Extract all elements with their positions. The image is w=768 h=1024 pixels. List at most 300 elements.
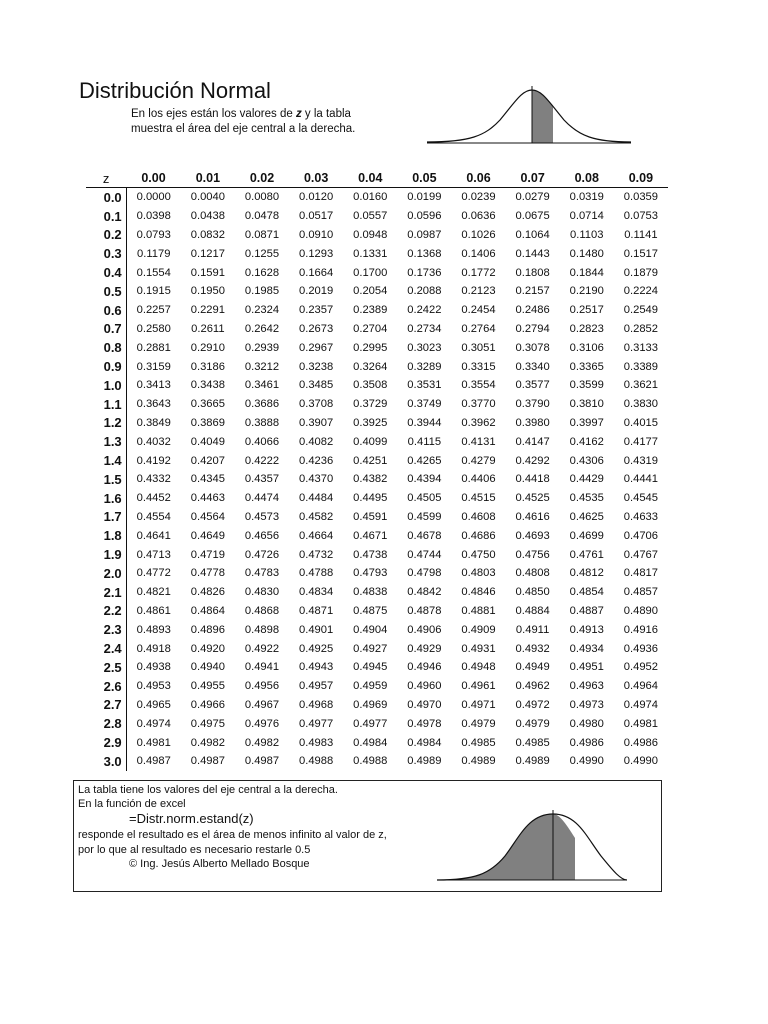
table-cell: 0.4582: [299, 510, 334, 523]
table-cell: 0.4970: [407, 698, 442, 711]
z-value-cell: 2.3: [86, 620, 126, 639]
table-cell: 0.2764: [461, 322, 496, 335]
table-cell: 0.0438: [190, 210, 225, 223]
table-row: [86, 395, 668, 414]
table-cell: 0.3770: [461, 398, 496, 411]
table-cell: 0.4976: [244, 717, 280, 730]
table-cell: 0.4977: [299, 717, 334, 730]
table-row: [86, 320, 668, 339]
column-header: 0.02: [235, 169, 289, 188]
table-cell: 0.3925: [353, 416, 388, 429]
table-cell: 0.4890: [623, 604, 658, 617]
table-cell: 0.4857: [623, 586, 658, 599]
table-cell: 0.4931: [461, 642, 496, 655]
table-row: [86, 226, 668, 245]
table-cell: 0.4834: [299, 586, 334, 599]
z-value-cell: 2.4: [86, 639, 126, 658]
table-cell: 0.4861: [136, 604, 171, 617]
table-cell: 0.2549: [623, 304, 658, 317]
table-cell: 0.4744: [407, 548, 442, 561]
table-cell: 0.4515: [461, 492, 496, 505]
z-value-cell: 1.6: [86, 489, 126, 508]
z-value-cell: 0.4: [86, 263, 126, 282]
table-cell: 0.4162: [569, 435, 604, 448]
table-cell: 0.4826: [190, 586, 225, 599]
table-row: [86, 263, 668, 282]
table-cell: 0.4968: [299, 698, 334, 711]
table-cell: 0.1517: [623, 247, 658, 260]
table-cell: 0.2734: [407, 322, 442, 335]
table-cell: 0.4906: [407, 623, 442, 636]
table-cell: 0.4964: [623, 680, 658, 693]
table-row: [86, 696, 668, 715]
table-cell: 0.0199: [407, 191, 442, 204]
z-value-cell: 0.1: [86, 207, 126, 226]
table-cell: 0.3997: [569, 416, 604, 429]
table-cell: 0.4474: [244, 492, 280, 505]
table-cell: 0.2967: [299, 341, 334, 354]
bell-curve-shaded-area: [532, 90, 553, 143]
table-cell: 0.1368: [407, 247, 442, 260]
table-cell: 0.3438: [190, 379, 225, 392]
z-value-cell: 1.1: [86, 395, 126, 414]
table-cell: 0.4761: [569, 548, 604, 561]
note-line: En la función de excel: [78, 798, 186, 810]
table-cell: 0.4726: [244, 548, 280, 561]
table-cell: 0.4641: [136, 529, 171, 542]
z-column-header: z: [86, 169, 126, 188]
table-cell: 0.3729: [353, 398, 388, 411]
table-cell: 0.4971: [461, 698, 496, 711]
table-cell: 0.0557: [353, 210, 388, 223]
table-cell: 0.4756: [515, 548, 550, 561]
table-cell: 0.0080: [244, 191, 280, 204]
table-cell: 0.1217: [190, 247, 225, 260]
table-cell: 0.0948: [353, 228, 388, 241]
table-cell: 0.4591: [353, 510, 388, 523]
table-cell: 0.4975: [190, 717, 225, 730]
table-cell: 0.3051: [461, 341, 496, 354]
table-row: [86, 244, 668, 263]
table-cell: 0.3531: [407, 379, 442, 392]
table-cell: 0.4767: [623, 548, 658, 561]
table-cell: 0.3315: [461, 360, 496, 373]
table-cell: 0.1406: [461, 247, 496, 260]
table-cell: 0.4066: [244, 435, 280, 448]
column-header: 0.04: [343, 169, 397, 188]
subtitle-z-symbol: z: [295, 108, 302, 120]
table-cell: 0.4147: [515, 435, 550, 448]
table-cell: 0.4938: [136, 661, 171, 674]
table-cell: 0.4015: [623, 416, 658, 429]
table-cell: 0.4686: [461, 529, 496, 542]
table-cell: 0.2823: [569, 322, 604, 335]
z-value-cell: 1.2: [86, 414, 126, 433]
z-value-cell: 1.8: [86, 526, 126, 545]
table-cell: 0.4953: [136, 680, 171, 693]
table-cell: 0.4936: [623, 642, 658, 655]
table-row: [86, 658, 668, 677]
table-cell: 0.4904: [353, 623, 388, 636]
table-cell: 0.4783: [244, 567, 280, 580]
table-cell: 0.4131: [461, 435, 496, 448]
z-value-cell: 0.2: [86, 226, 126, 245]
z-value-cell: 2.9: [86, 733, 126, 752]
z-value-cell: 1.7: [86, 508, 126, 527]
table-cell: 0.4505: [407, 492, 442, 505]
table-cell: 0.4463: [190, 492, 225, 505]
table-cell: 0.4535: [569, 492, 604, 505]
table-cell: 0.1915: [136, 285, 171, 298]
table-cell: 0.4671: [353, 529, 388, 542]
table-cell: 0.4946: [407, 661, 442, 674]
table-cell: 0.1591: [190, 266, 225, 279]
table-cell: 0.2995: [353, 341, 388, 354]
table-row: [86, 207, 668, 226]
table-cell: 0.3554: [461, 379, 496, 392]
subtitle-text-a: En los ejes están los valores de: [131, 108, 296, 120]
table-cell: 0.4236: [299, 454, 334, 467]
table-cell: 0.4332: [136, 473, 171, 486]
table-cell: 0.0832: [190, 228, 225, 241]
table-cell: 0.4382: [353, 473, 388, 486]
table-cell: 0.4649: [190, 529, 225, 542]
table-cell: 0.4967: [244, 698, 280, 711]
table-cell: 0.4951: [569, 661, 604, 674]
table-cell: 0.3365: [569, 360, 604, 373]
table-cell: 0.4441: [623, 473, 658, 486]
table-cell: 0.2357: [299, 304, 334, 317]
table-cell: 0.1844: [569, 266, 604, 279]
table-cell: 0.1808: [515, 266, 550, 279]
table-cell: 0.4987: [244, 755, 280, 768]
z-value-cell: 0.9: [86, 357, 126, 376]
table-cell: 0.2642: [244, 322, 280, 335]
table-cell: 0.3962: [461, 416, 496, 429]
table-cell: 0.4988: [353, 755, 388, 768]
table-cell: 0.4693: [515, 529, 550, 542]
table-cell: 0.4909: [461, 623, 496, 636]
table-cell: 0.4554: [136, 510, 171, 523]
table-cell: 0.4222: [244, 454, 280, 467]
table-cell: 0.2881: [136, 341, 171, 354]
table-cell: 0.1480: [569, 247, 604, 260]
table-cell: 0.4941: [244, 661, 280, 674]
table-cell: 0.4911: [515, 623, 550, 636]
table-cell: 0.4922: [244, 642, 280, 655]
table-cell: 0.4798: [407, 567, 442, 580]
table-cell: 0.4986: [623, 736, 658, 749]
table-cell: 0.4772: [136, 567, 171, 580]
table-cell: 0.3577: [515, 379, 550, 392]
table-cell: 0.1141: [624, 228, 658, 241]
page-subtitle: [131, 107, 431, 137]
table-cell: 0.4049: [190, 435, 225, 448]
table-cell: 0.2257: [136, 304, 171, 317]
z-value-cell: 1.4: [86, 451, 126, 470]
column-header: 0.05: [397, 169, 451, 188]
table-cell: 0.1255: [244, 247, 280, 260]
table-cell: 0.3849: [136, 416, 171, 429]
table-row: [86, 526, 668, 545]
table-cell: 0.4545: [623, 492, 658, 505]
table-cell: 0.0478: [244, 210, 280, 223]
table-row: [86, 564, 668, 583]
table-cell: 0.4713: [136, 548, 171, 561]
table-cell: 0.3869: [190, 416, 225, 429]
table-cell: 0.4989: [461, 755, 496, 768]
table-cell: 0.4959: [353, 680, 388, 693]
note-line: La tabla tiene los valores del eje central a la derecha.: [78, 784, 338, 796]
table-cell: 0.3078: [515, 341, 550, 354]
table-cell: 0.4032: [136, 435, 171, 448]
table-cell: 0.2580: [136, 322, 171, 335]
table-cell: 0.4265: [407, 454, 442, 467]
z-value-cell: 3.0: [86, 752, 126, 771]
table-cell: 0.4719: [190, 548, 225, 561]
table-cell: 0.1179: [137, 247, 171, 260]
table-cell: 0.4940: [190, 661, 225, 674]
z-value-cell: 2.0: [86, 564, 126, 583]
table-cell: 0.4429: [569, 473, 604, 486]
z-value-cell: 0.5: [86, 282, 126, 301]
table-cell: 0.4945: [353, 661, 388, 674]
table-cell: 0.0517: [299, 210, 334, 223]
table-cell: 0.1879: [623, 266, 658, 279]
copyright: © Ing. Jesús Alberto Mellado Bosque: [129, 858, 310, 870]
table-cell: 0.4989: [407, 755, 442, 768]
table-cell: 0.4982: [190, 736, 225, 749]
table-cell: 0.4965: [136, 698, 171, 711]
table-cell: 0.2704: [353, 322, 388, 335]
z-value-cell: 2.7: [86, 696, 126, 715]
table-cell: 0.4962: [515, 680, 550, 693]
table-cell: 0.4901: [299, 623, 334, 636]
table-cell: 0.3621: [623, 379, 658, 392]
table-cell: 0.4982: [244, 736, 280, 749]
z-value-cell: 2.1: [86, 583, 126, 602]
table-cell: 0.4319: [623, 454, 658, 467]
table-cell: 0.2422: [407, 304, 442, 317]
table-cell: 0.2910: [190, 341, 225, 354]
table-cell: 0.4974: [136, 717, 171, 730]
table-cell: 0.4929: [407, 642, 442, 655]
table-cell: 0.4960: [407, 680, 442, 693]
table-cell: 0.3106: [569, 341, 604, 354]
table-cell: 0.4192: [136, 454, 171, 467]
table-cell: 0.3508: [353, 379, 388, 392]
table-cell: 0.3749: [407, 398, 442, 411]
table-cell: 0.3186: [190, 360, 225, 373]
table-cell: 0.4916: [623, 623, 658, 636]
table-cell: 0.4854: [569, 586, 604, 599]
table-cell: 0.4738: [353, 548, 388, 561]
table-cell: 0.3708: [299, 398, 334, 411]
table-cell: 0.1664: [299, 266, 334, 279]
table-cell: 0.1103: [570, 228, 604, 241]
table-cell: 0.4981: [136, 736, 171, 749]
subtitle-text-b: y la tabla: [301, 108, 351, 120]
table-cell: 0.4778: [190, 567, 225, 580]
table-cell: 0.3810: [569, 398, 604, 411]
column-header: 0.09: [614, 169, 668, 188]
table-cell: 0.4980: [569, 717, 604, 730]
table-cell: 0.4986: [569, 736, 604, 749]
table-cell: 0.3461: [244, 379, 280, 392]
table-cell: 0.4979: [461, 717, 496, 730]
table-cell: 0.4099: [353, 435, 388, 448]
table-row: [86, 639, 668, 658]
table-cell: 0.4678: [407, 529, 442, 542]
table-cell: 0.3665: [190, 398, 225, 411]
header-row: [86, 169, 668, 188]
table-cell: 0.4988: [299, 755, 334, 768]
table-cell: 0.4927: [353, 642, 388, 655]
table-cell: 0.3830: [623, 398, 658, 411]
table-cell: 0.0359: [623, 191, 658, 204]
z-value-cell: 1.3: [86, 432, 126, 451]
table-cell: 0.3413: [136, 379, 171, 392]
table-cell: 0.2324: [244, 304, 280, 317]
table-cell: 0.2123: [461, 285, 496, 298]
table-cell: 0.1064: [515, 228, 550, 241]
z-value-cell: 1.5: [86, 470, 126, 489]
table-cell: 0.4306: [569, 454, 604, 467]
table-cell: 0.0987: [407, 228, 442, 241]
table-cell: 0.4932: [515, 642, 550, 655]
table-cell: 0.0319: [569, 191, 604, 204]
table-cell: 0.4750: [461, 548, 496, 561]
table-cell: 0.2291: [190, 304, 225, 317]
table-row: [86, 357, 668, 376]
table-cell: 0.4625: [569, 510, 604, 523]
table-cell: 0.4981: [623, 717, 658, 730]
table-cell: 0.4817: [623, 567, 658, 580]
table-cell: 0.4484: [299, 492, 334, 505]
table-cell: 0.4251: [353, 454, 388, 467]
table-cell: 0.4871: [299, 604, 334, 617]
table-cell: 0.3485: [299, 379, 334, 392]
table-cell: 0.4961: [461, 680, 496, 693]
table-cell: 0.4983: [299, 736, 334, 749]
table-cell: 0.4452: [136, 492, 171, 505]
table-cell: 0.4878: [407, 604, 442, 617]
table-cell: 0.1554: [136, 266, 171, 279]
table-cell: 0.4830: [244, 586, 280, 599]
table-cell: 0.4949: [515, 661, 550, 674]
table-cell: 0.4525: [515, 492, 550, 505]
table-cell: 0.1026: [461, 228, 496, 241]
table-row: [86, 432, 668, 451]
column-header: 0.06: [451, 169, 505, 188]
table-cell: 0.1736: [407, 266, 442, 279]
z-value-cell: 0.0: [86, 188, 126, 207]
table-cell: 0.0871: [244, 228, 280, 241]
table-cell: 0.4966: [190, 698, 225, 711]
table-cell: 0.4896: [190, 623, 225, 636]
table-cell: 0.4664: [299, 529, 334, 542]
z-value-cell: 0.8: [86, 338, 126, 357]
table-cell: 0.3133: [623, 341, 658, 354]
table-cell: 0.2611: [191, 322, 225, 335]
table-cell: 0.4881: [461, 604, 496, 617]
table-cell: 0.3023: [407, 341, 442, 354]
table-cell: 0.4616: [515, 510, 550, 523]
table-cell: 0.4207: [190, 454, 225, 467]
table-cell: 0.4599: [407, 510, 442, 523]
table-cell: 0.0040: [190, 191, 225, 204]
table-cell: 0.4990: [623, 755, 658, 768]
table-row: [86, 752, 668, 771]
table-cell: 0.1443: [515, 247, 550, 260]
table-cell: 0.4973: [569, 698, 604, 711]
table-cell: 0.4985: [515, 736, 550, 749]
table-cell: 0.0000: [136, 191, 171, 204]
table-cell: 0.2019: [299, 285, 334, 298]
table-cell: 0.4357: [244, 473, 280, 486]
table-row: [86, 282, 668, 301]
table-cell: 0.0160: [353, 191, 388, 204]
table-cell: 0.4868: [244, 604, 280, 617]
z-value-cell: 2.6: [86, 677, 126, 696]
table-cell: 0.4406: [461, 473, 496, 486]
table-cell: 0.4842: [407, 586, 442, 599]
table-cell: 0.0753: [623, 210, 658, 223]
table-row: [86, 733, 668, 752]
table-cell: 0.1331: [353, 247, 388, 260]
bell-curve-bottom-icon: [435, 808, 630, 884]
z-table: [86, 169, 668, 771]
table-cell: 0.2794: [515, 322, 550, 335]
column-header: 0.00: [126, 169, 181, 188]
table-cell: 0.4972: [515, 698, 550, 711]
table-cell: 0.0239: [461, 191, 496, 204]
table-cell: 0.2454: [461, 304, 496, 317]
table-cell: 0.4850: [515, 586, 550, 599]
table-row: [86, 338, 668, 357]
table-cell: 0.4864: [190, 604, 225, 617]
table-cell: 0.2673: [299, 322, 334, 335]
table-cell: 0.4913: [569, 623, 604, 636]
table-cell: 0.4898: [244, 623, 280, 636]
table-cell: 0.4987: [136, 755, 171, 768]
subtitle-text-c: muestra el área del eje central a la derecha.: [131, 123, 356, 135]
table-cell: 0.1950: [190, 285, 225, 298]
table-cell: 0.3944: [407, 416, 442, 429]
table-cell: 0.3888: [244, 416, 280, 429]
column-header: 0.08: [560, 169, 614, 188]
note-line: por lo que al resultado es necesario restarle 0.5: [78, 844, 311, 856]
table-cell: 0.4821: [136, 586, 171, 599]
table-cell: 0.4984: [353, 736, 388, 749]
table-cell: 0.3643: [136, 398, 171, 411]
table-cell: 0.4956: [244, 680, 280, 693]
table-cell: 0.4082: [299, 435, 334, 448]
table-cell: 0.4984: [407, 736, 442, 749]
table-row: [86, 714, 668, 733]
table-cell: 0.0793: [136, 228, 171, 241]
table-cell: 0.1628: [244, 266, 280, 279]
table-cell: 0.2486: [515, 304, 550, 317]
table-cell: 0.4920: [190, 642, 225, 655]
table-cell: 0.3238: [299, 360, 334, 373]
table-cell: 0.2939: [244, 341, 280, 354]
table-cell: 0.4918: [136, 642, 171, 655]
table-cell: 0.3980: [515, 416, 550, 429]
table-cell: 0.0398: [136, 210, 171, 223]
table-cell: 0.4934: [569, 642, 604, 655]
table-cell: 0.0279: [515, 191, 550, 204]
